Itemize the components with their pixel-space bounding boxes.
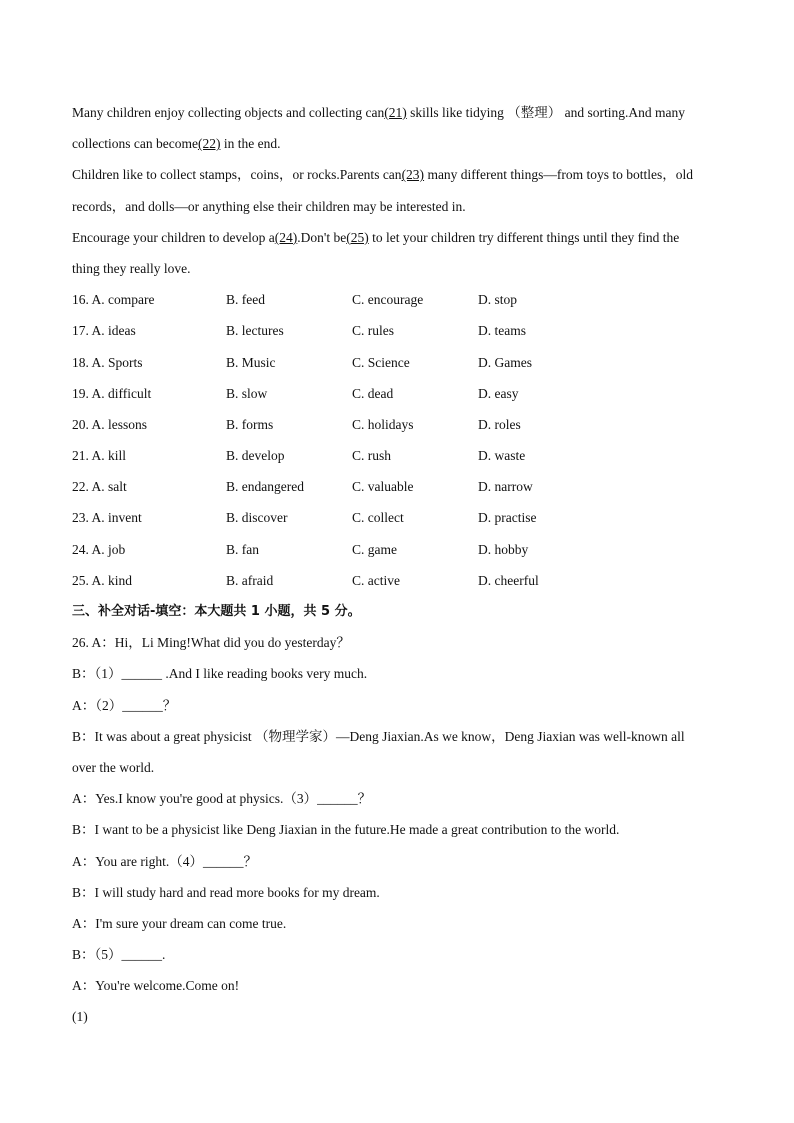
blank-21: (21) xyxy=(384,105,407,120)
option-a: 18. A. Sports xyxy=(72,354,143,370)
passage-line: records，and dolls—or anything else their children may be interested in. xyxy=(72,198,466,214)
option-d: D. narrow xyxy=(478,479,533,495)
option-a: 24. A. job xyxy=(72,541,126,557)
option-c: C. rules xyxy=(352,323,394,339)
passage-line: collections can become(22) in the end. xyxy=(72,136,281,152)
dialogue-line: A：（2）______？ xyxy=(72,697,177,713)
dialogue-line: A：You're welcome.Come on! xyxy=(72,978,240,994)
option-b: B. feed xyxy=(226,292,265,308)
option-a: 20. A. lessons xyxy=(72,416,148,432)
question-row xyxy=(72,534,722,565)
answer-label: (1) xyxy=(72,1009,88,1025)
option-d: D. waste xyxy=(478,448,526,464)
option-a: 22. A. salt xyxy=(72,479,127,495)
blank-22: (22) xyxy=(197,136,221,152)
option-c: C. active xyxy=(352,572,400,588)
option-d: D. hobby xyxy=(478,541,529,557)
option-c: C. encourage xyxy=(352,292,424,308)
option-a: 23. A. invent xyxy=(72,510,142,526)
dialogue-line: A：I'm sure your dream can come true. xyxy=(72,915,287,931)
dialogue-line: A：You are right.（4）______？ xyxy=(72,853,257,869)
question-row xyxy=(72,315,722,346)
question-row xyxy=(72,502,722,533)
question-row xyxy=(72,347,722,378)
passage-line: Children like to collect stamps，coins，or rocks.Parents can(23) many different things—from toys to bottles，old xyxy=(72,167,694,183)
question-row xyxy=(72,440,722,471)
option-a: 17. A. ideas xyxy=(72,323,136,339)
option-a: 21. A. kill xyxy=(72,448,127,464)
option-b: B. develop xyxy=(226,448,285,464)
blank-25: (25) xyxy=(346,229,369,245)
dialogue-line: B：I want to be a physicist like Deng Jiaxian in the future.He made a great contribution to the world. xyxy=(72,822,620,838)
dialogue-line: B：（5）______. xyxy=(72,947,166,963)
option-c: C. rush xyxy=(352,448,392,464)
dialogue-line: 26. A：Hi，Li Ming!What did you do yesterday？ xyxy=(72,635,350,651)
question-row xyxy=(72,378,722,409)
passage-line: thing they really love. xyxy=(72,260,191,276)
document-page xyxy=(72,97,722,1033)
option-d: D. stop xyxy=(478,292,518,308)
option-b: B. afraid xyxy=(226,572,274,588)
option-d: D. practise xyxy=(478,510,537,526)
dialogue-line: B：It was about a great physicist （物理学家）—Deng Jiaxian.As we know，Deng Jiaxian was well-known all xyxy=(72,728,685,744)
option-b: B. fan xyxy=(226,541,259,557)
passage-line: Many children enjoy collecting objects and collecting can(21) skills like tidying （整理） and sorting.And many xyxy=(72,105,686,120)
dialogue-line: B：（1）______ .And I like reading books very much. xyxy=(72,666,368,682)
option-c: C. dead xyxy=(352,385,394,401)
option-b: B. slow xyxy=(226,385,268,401)
option-c: C. holidays xyxy=(352,416,414,432)
option-c: C. collect xyxy=(352,510,404,526)
dialogue-line: A：Yes.I know you're good at physics.（3）______？ xyxy=(72,791,372,807)
option-c: C. valuable xyxy=(352,479,414,495)
question-row xyxy=(72,471,722,502)
dialogue-line: B：I will study hard and read more books for my dream. xyxy=(72,884,380,900)
passage-line: Encourage your children to develop a(24).Don't be(25) to let your children try different things until they find the xyxy=(72,229,680,245)
question-row xyxy=(72,409,722,440)
blank-24: (24) xyxy=(274,229,298,245)
question-row xyxy=(72,284,722,315)
option-d: D. Games xyxy=(478,354,532,370)
option-d: D. roles xyxy=(478,416,521,432)
option-d: D. teams xyxy=(478,323,526,339)
option-d: D. cheerful xyxy=(478,572,539,588)
option-a: 25. A. kind xyxy=(72,572,133,588)
dialogue-line: over the world. xyxy=(72,759,155,775)
option-b: B. endangered xyxy=(226,479,304,495)
section-heading: 三、补全对话-填空：本大题共 1 小题，共 5 分。 xyxy=(72,604,361,619)
option-a: 19. A. difficult xyxy=(72,385,152,401)
option-b: B. forms xyxy=(226,416,274,432)
option-a: 16. A. compare xyxy=(72,292,155,308)
option-b: B. discover xyxy=(226,510,288,526)
option-c: C. Science xyxy=(352,354,410,370)
question-row xyxy=(72,565,722,596)
option-b: B. lectures xyxy=(226,323,284,339)
option-d: D. easy xyxy=(478,385,519,401)
option-c: C. game xyxy=(352,541,397,557)
option-b: B. Music xyxy=(226,354,276,370)
blank-23: (23) xyxy=(401,167,425,183)
